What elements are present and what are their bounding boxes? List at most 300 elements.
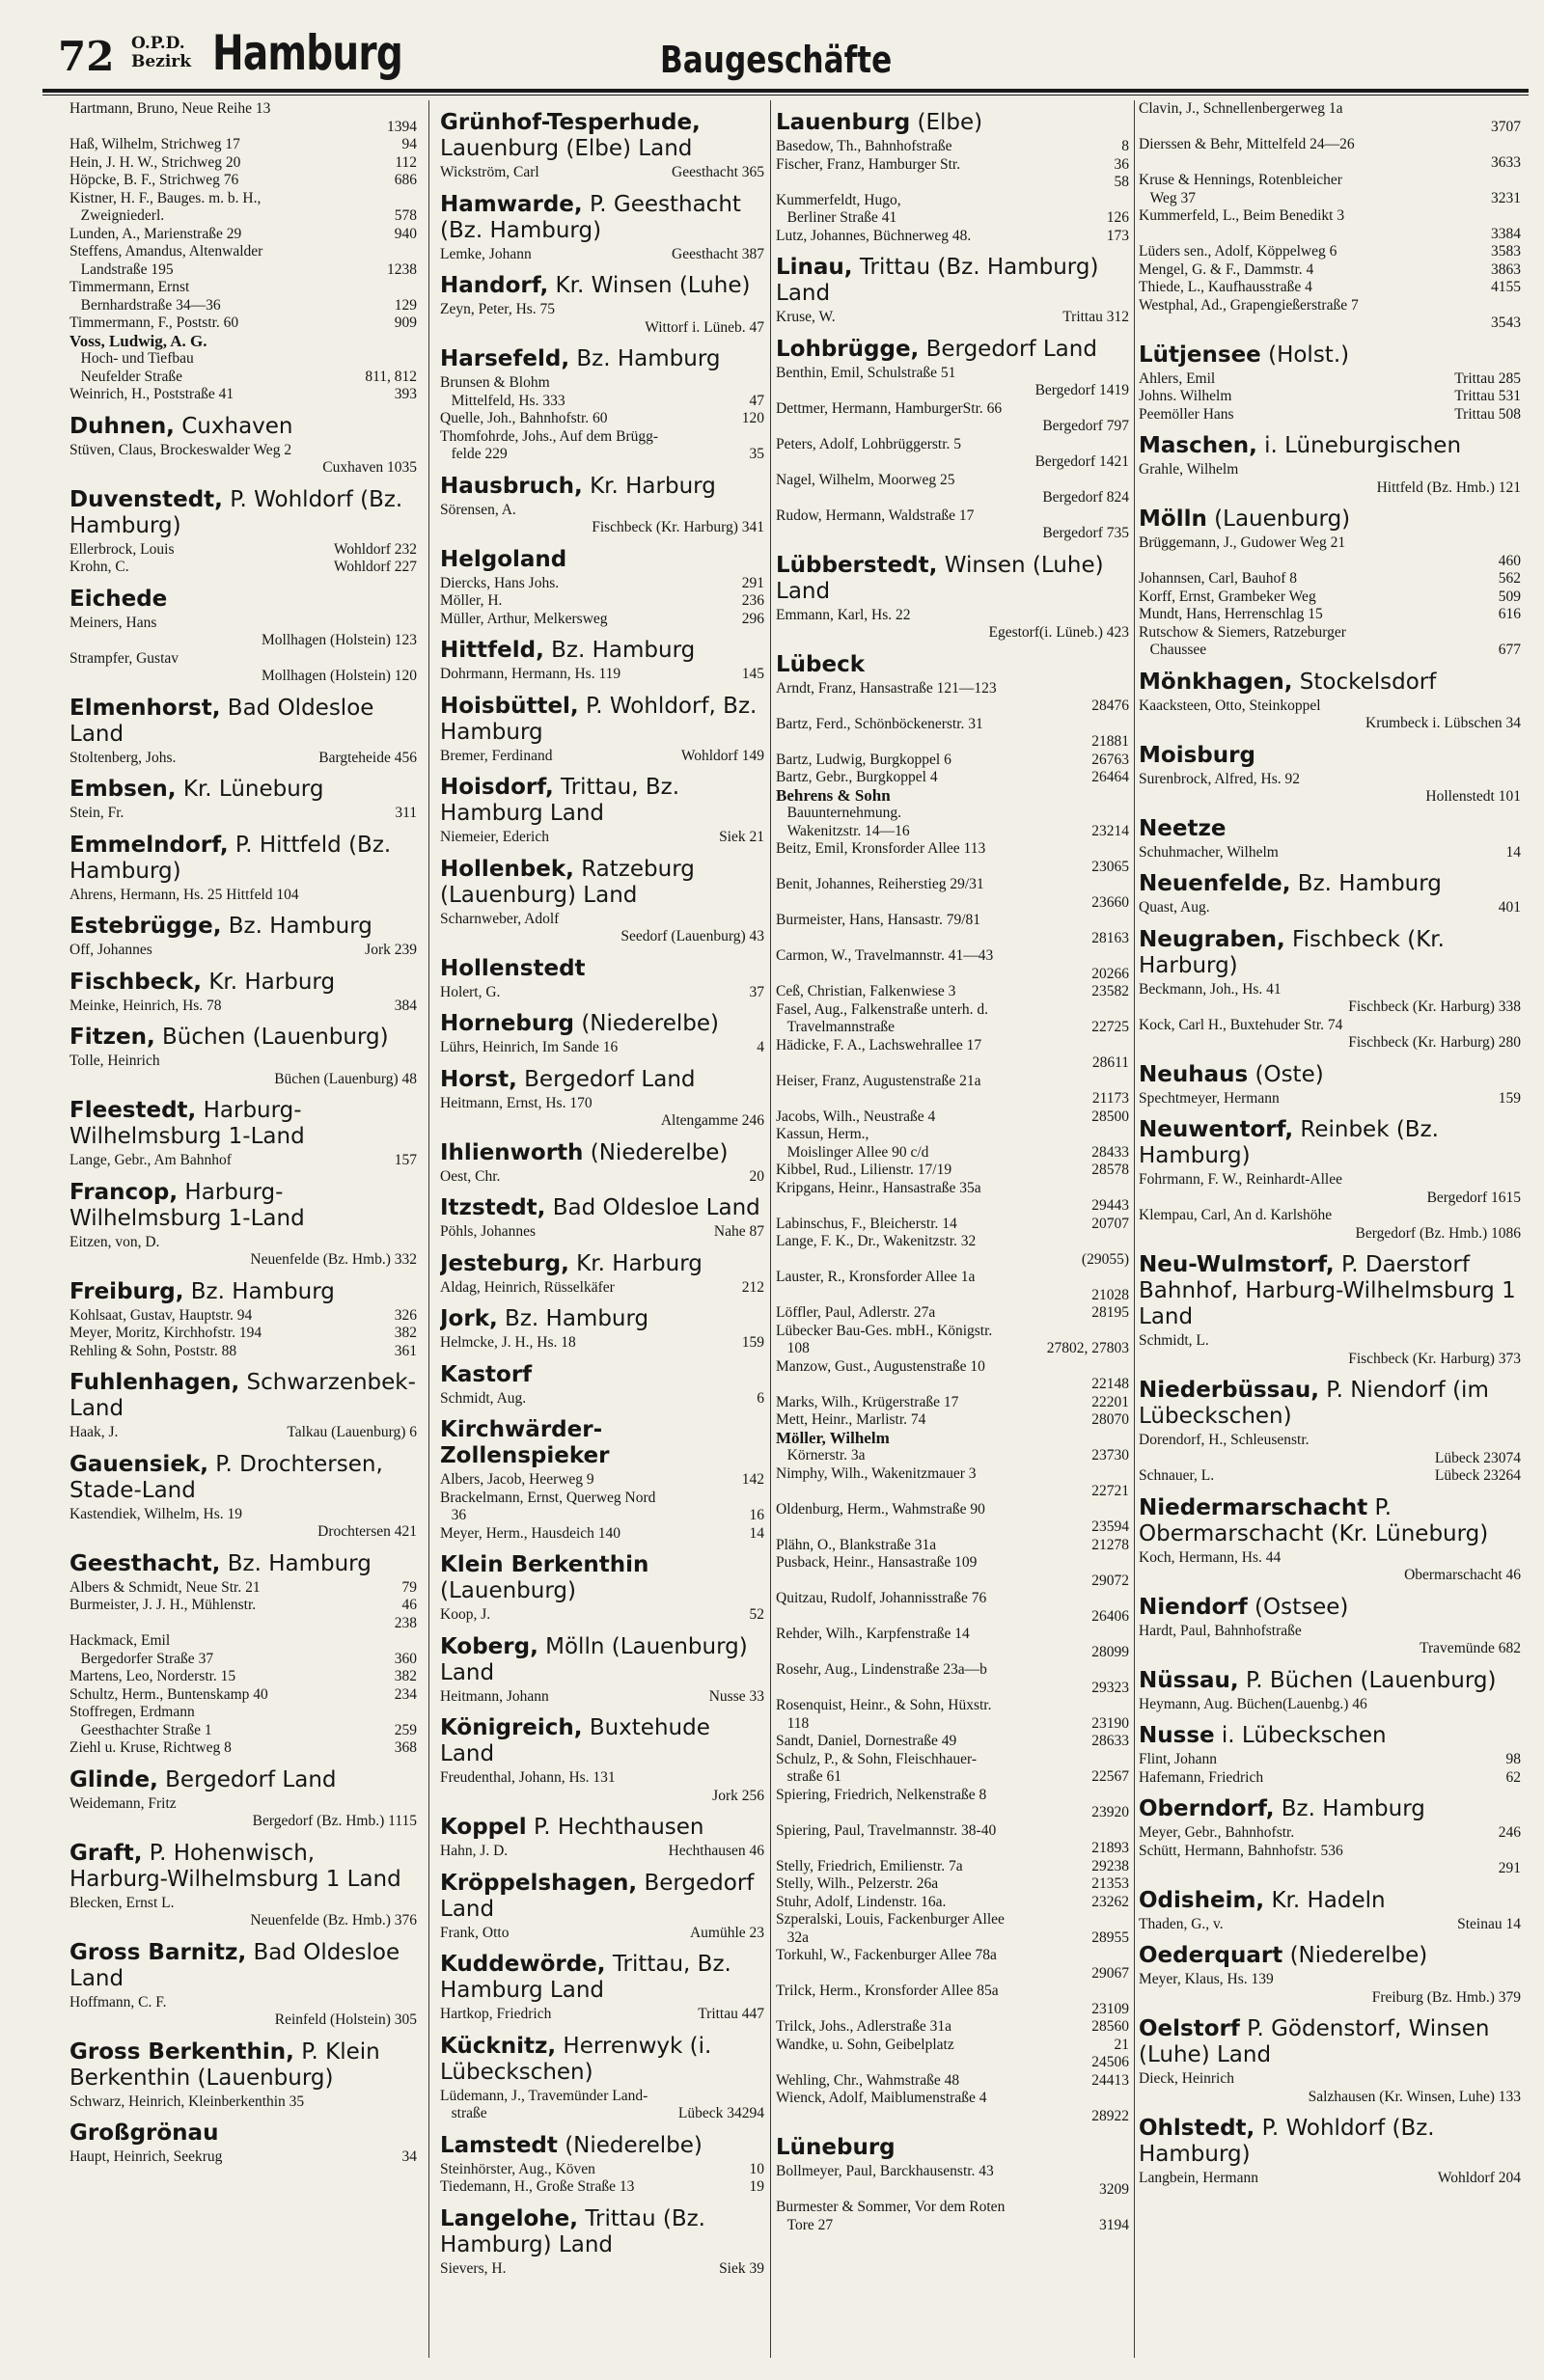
directory-entry xyxy=(776,930,1129,948)
entry-number: Siek 21 xyxy=(719,829,764,845)
entry-name: Hafemann, Friedrich xyxy=(1139,1768,1264,1786)
place-postal-area: (Lauenburg) xyxy=(1206,506,1351,532)
directory-entry xyxy=(776,1911,1129,1929)
entry-name: Schwarz, Heinrich, Kleinberkenthin 35 xyxy=(69,2093,305,2110)
directory-entry xyxy=(440,1223,764,1242)
entry-name: Spiering, Paul, Travelmannstr. 38-40 xyxy=(776,1821,997,1839)
directory-entry xyxy=(776,840,1129,859)
directory-entry xyxy=(776,1126,1129,1144)
place-postal-area: Bad Oldesloe Land xyxy=(69,1939,400,1991)
entry-number: 28633 xyxy=(1091,1733,1129,1749)
entry-name: Quitzau, Rudolf, Johannisstraße 76 xyxy=(776,1590,987,1606)
directory-entry xyxy=(1139,642,1521,660)
entry-number xyxy=(1515,698,1521,716)
place-postal-area: Mölln (Lauenburg) Land xyxy=(440,1633,748,1685)
entry-name: Schuhmacher, Wilhelm xyxy=(1139,843,1279,861)
entry-name: Hahn, J. D. xyxy=(440,1843,509,1859)
entry-number: 23660 xyxy=(1091,893,1129,911)
entry-name: 36 xyxy=(440,1507,467,1523)
place-heading xyxy=(69,1551,417,1577)
entry-name: Lüders sen., Adolf, Köppelweg 6 xyxy=(1139,243,1337,260)
place-name: Hoisdorf, xyxy=(440,775,554,800)
entry-name: Manzow, Gust., Augustenstraße 10 xyxy=(776,1357,985,1375)
directory-entry xyxy=(69,1704,417,1722)
entry-number xyxy=(1123,507,1129,526)
entry-number xyxy=(1515,1207,1521,1225)
entry-number xyxy=(411,615,417,633)
directory-entry xyxy=(1139,2170,1521,2188)
directory-entry xyxy=(776,1626,1129,1644)
entry-number: 20 xyxy=(749,1167,764,1185)
entry-name: Diercks, Hans Johs. xyxy=(440,574,560,591)
entry-number: 811, 812 xyxy=(365,368,417,385)
entry-name: Timmermann, F., Poststr. 60 xyxy=(69,315,239,331)
place-heading xyxy=(1139,1668,1521,1694)
directory-entry xyxy=(776,1090,1129,1108)
entry-number xyxy=(1123,1073,1129,1091)
entry-name: Carmon, W., Travelmannstr. 41—43 xyxy=(776,947,994,964)
entry-number: 20707 xyxy=(1091,1215,1129,1232)
entry-name: Lübecker Bau-Ges. mbH., Königstr. xyxy=(776,1322,993,1339)
entry-number xyxy=(1515,1549,1521,1568)
entry-name: Meiners, Hans xyxy=(69,614,157,631)
entry-number: 291 xyxy=(741,574,764,591)
directory-entry xyxy=(1139,570,1521,588)
directory-entry xyxy=(776,1787,1129,1805)
directory-entry xyxy=(1139,190,1521,208)
entry-name: Oldenburg, Herm., Wahmstraße 90 xyxy=(776,1500,985,1518)
entry-name: Wandke, u. Sohn, Geibelplatz xyxy=(776,2036,954,2053)
entry-name: Bartz, Ludwig, Burgkoppel 6 xyxy=(776,751,951,768)
place-name: Horst, xyxy=(440,1066,517,1092)
entry-name: Burmeister, J. J. H., Mühlenstr. xyxy=(69,1597,257,1613)
directory-entry xyxy=(776,174,1129,192)
place-name: Geesthacht, xyxy=(69,1550,221,1576)
place-postal-area: Bz. Hamburg xyxy=(497,1306,649,1331)
entry-number: 16 xyxy=(749,1507,764,1523)
entry-name: Lüdemann, J., Travemünder Land- xyxy=(440,2087,648,2104)
entry-number: Wohldorf 204 xyxy=(1437,2170,1521,2186)
entry-number xyxy=(1123,1501,1129,1519)
directory-entry xyxy=(440,2260,764,2279)
entry-number: Trittau 508 xyxy=(1454,405,1521,423)
entry-number: 311 xyxy=(395,805,417,821)
place-heading xyxy=(776,2135,1129,2161)
entry-name: Steinhörster, Aug., Köven xyxy=(440,2160,595,2177)
entry-name: Spechtmeyer, Hermann xyxy=(1139,1089,1280,1107)
directory-entry xyxy=(776,1822,1129,1841)
entry-number: 21173 xyxy=(1091,1090,1129,1107)
place-heading xyxy=(1139,1062,1521,1088)
place-postal-area: P. Hittfeld (Bz. Hamburg) xyxy=(69,832,392,884)
place-postal-area: Kr. Harburg xyxy=(568,1250,703,1276)
place-name: Lübberstedt, xyxy=(776,552,938,578)
directory-entry xyxy=(1139,1467,1521,1486)
entry-number: 62 xyxy=(1505,1768,1521,1786)
directory-entry xyxy=(776,2181,1129,2200)
directory-entry xyxy=(1139,1623,1521,1641)
place-name: Lauenburg xyxy=(776,110,911,135)
place-postal-area: Bz. Hamburg xyxy=(183,1278,335,1304)
place-postal-area: P. Wohldorf, Bz. Hamburg xyxy=(440,693,758,745)
place-name: Lüneburg xyxy=(776,2135,896,2160)
entry-name: Löffler, Paul, Adlerstr. 27a xyxy=(776,1304,936,1321)
entry-name: Körnerstr. 3a xyxy=(776,1447,866,1464)
place-name: Helgoland xyxy=(440,546,567,572)
place-heading xyxy=(440,1011,764,1037)
entry-name: Arndt, Franz, Hansastraße 121—123 xyxy=(776,679,997,697)
place-name: Moisburg xyxy=(1139,742,1255,768)
entry-name: Meyer, Gebr., Bahnhofstr. xyxy=(1139,1824,1295,1841)
entry-number xyxy=(411,1895,417,1913)
place-postal-area: Buxtehude Land xyxy=(440,1715,710,1766)
directory-entry xyxy=(440,575,764,593)
directory-entry xyxy=(69,805,417,823)
directory-entry xyxy=(69,207,417,226)
entry-name: Pusback, Heinr., Hansastraße 109 xyxy=(776,1554,978,1571)
entry-number: 28955 xyxy=(1091,1929,1129,1946)
entry-number xyxy=(1123,805,1129,823)
directory-entry xyxy=(440,2088,764,2106)
phone-exchange-line: Mollhagen (Holstein) 120 xyxy=(261,668,417,684)
directory-entry xyxy=(776,228,1129,246)
directory-entry xyxy=(69,1895,417,1913)
place-name: Lütjensee xyxy=(1139,342,1261,368)
place-name: Hollenstedt xyxy=(440,955,586,981)
entry-number: 28578 xyxy=(1091,1162,1129,1178)
directory-entry xyxy=(1139,1171,1521,1190)
directory-entry xyxy=(776,1304,1129,1323)
place-heading xyxy=(1139,1252,1521,1330)
entry-name: Stoffregen, Erdmann xyxy=(69,1704,195,1720)
entry-number: 126 xyxy=(1106,209,1129,226)
directory-entry xyxy=(69,386,417,404)
directory-entry xyxy=(776,1697,1129,1715)
directory-entry xyxy=(69,190,417,208)
entry-name: Pöhls, Johannes xyxy=(440,1223,537,1240)
directory-entry xyxy=(776,2090,1129,2108)
entry-number: Lübeck 23264 xyxy=(1434,1467,1521,1484)
place-heading xyxy=(1139,1117,1521,1169)
entry-number: 23594 xyxy=(1091,1518,1129,1535)
place-name: Ihlienworth xyxy=(440,1139,584,1165)
entry-name: Sandt, Daniel, Dornestraße 49 xyxy=(776,1733,957,1749)
entry-name: Kassun, Herm., xyxy=(776,1126,869,1142)
place-heading xyxy=(440,2133,764,2159)
directory-entry xyxy=(776,1216,1129,1234)
place-heading xyxy=(440,857,764,909)
directory-entry xyxy=(776,1108,1129,1127)
directory-entry xyxy=(69,1651,417,1669)
place-heading xyxy=(1139,1796,1521,1822)
directory-entry xyxy=(776,192,1129,210)
directory-entry xyxy=(440,2178,764,2197)
directory-entry xyxy=(69,1325,417,1343)
entry-number xyxy=(411,279,417,297)
place-heading xyxy=(776,337,1129,363)
place-name: Duvenstedt, xyxy=(69,486,223,512)
entry-number xyxy=(758,502,764,520)
place-name: Niendorf xyxy=(1139,1594,1248,1620)
entry-number xyxy=(1515,461,1521,479)
directory-entry xyxy=(776,2163,1129,2181)
entry-number: 29443 xyxy=(1091,1197,1129,1214)
entry-number xyxy=(1123,1590,1129,1608)
directory-entry xyxy=(776,1554,1129,1573)
entry-number: 686 xyxy=(394,172,417,188)
directory-entry xyxy=(440,1334,764,1353)
entry-name: Dohrmann, Hermann, Hs. 119 xyxy=(440,666,621,682)
phone-exchange-line: Hittfeld (Bz. Hmb.) 121 xyxy=(1376,479,1521,496)
place-postal-area: Kr. Hadeln xyxy=(1264,1887,1386,1913)
phone-exchange-line: Bergedorf 824 xyxy=(1042,489,1129,506)
place-name: Neu-Wulmstorf, xyxy=(1139,1252,1335,1277)
directory-entry xyxy=(776,365,1129,383)
entry-name: Spiering, Friedrich, Nelkenstraße 8 xyxy=(776,1786,987,1803)
entry-number xyxy=(1123,1001,1129,1020)
entry-number: 52 xyxy=(749,1606,764,1623)
entry-name: Westphal, Ad., Grapengießerstraße 7 xyxy=(1139,296,1359,314)
entry-number xyxy=(1123,1554,1129,1573)
place-postal-area: Kr. Harburg xyxy=(582,473,716,499)
place-name: Neuwentorf, xyxy=(1139,1117,1294,1142)
directory-entry xyxy=(69,154,417,173)
entry-name: Labinschus, F., Bleicherstr. 14 xyxy=(776,1215,957,1232)
entry-number: Trittau 447 xyxy=(698,2006,764,2022)
entry-number: 3863 xyxy=(1491,260,1521,278)
entry-number xyxy=(1515,771,1521,789)
entry-name: Ellerbrock, Louis xyxy=(69,540,175,558)
place-heading xyxy=(69,1370,417,1422)
entry-number: 10 xyxy=(749,2160,764,2177)
entry-name: Neufelder Straße xyxy=(69,368,183,385)
place-postal-area: (Holst.) xyxy=(1260,342,1350,368)
entry-number xyxy=(1123,1465,1129,1484)
directory-entry xyxy=(440,829,764,847)
entry-name: Freudenthal, Johann, Hs. 131 xyxy=(440,1769,616,1786)
place-heading xyxy=(69,414,417,440)
entry-number: 28922 xyxy=(1091,2107,1129,2124)
column-2 xyxy=(440,100,764,2366)
directory-entry xyxy=(1139,1432,1521,1450)
directory-entry xyxy=(776,138,1129,156)
entry-number xyxy=(411,100,417,119)
place-postal-area: Herrenwyk (i. Lübeckschen) xyxy=(440,2033,712,2085)
entry-number: 112 xyxy=(395,153,417,171)
entry-number: Geesthacht 365 xyxy=(672,164,764,180)
place-name: Fischbeck, xyxy=(69,969,203,995)
entry-name: Johns. Wilhelm xyxy=(1139,388,1232,404)
directory-entry xyxy=(1139,136,1521,154)
entry-name: Möller, H. xyxy=(440,592,503,609)
directory-entry xyxy=(776,1054,1129,1073)
entry-name: Rehling & Sohn, Poststr. 88 xyxy=(69,1342,237,1359)
entry-name: Schultz, Herm., Buntenskamp 40 xyxy=(69,1685,268,1703)
entry-name: Ahlers, Emil xyxy=(1139,369,1216,387)
place-name: Odisheim, xyxy=(1139,1887,1265,1913)
entry-name: Steffens, Amandus, Altenwalder xyxy=(69,243,263,260)
featured-entry xyxy=(776,787,1129,806)
entry-name: Stoltenberg, Johs. xyxy=(69,749,177,766)
entry-number xyxy=(1123,1983,1129,2001)
place-heading xyxy=(69,1940,417,1992)
directory-entry xyxy=(1139,1549,1521,1568)
entry-number: 34 xyxy=(401,2148,417,2165)
directory-entry xyxy=(69,615,417,633)
place-postal-area: P. Drochtersen, Stade-Land xyxy=(69,1451,383,1503)
entry-name: Weg 37 xyxy=(1139,189,1197,206)
place-name: Klein Berkenthin xyxy=(440,1552,649,1577)
entry-name: Albers & Schmidt, Neue Str. 21 xyxy=(69,1578,261,1596)
entry-name: Thaden, G., v. xyxy=(1139,1915,1224,1932)
entry-name: Plähn, O., Blankstraße 31a xyxy=(776,1536,937,1553)
entry-number xyxy=(758,301,764,319)
district-label xyxy=(131,35,191,71)
entry-name: Hädicke, F. A., Lachswehrallee 17 xyxy=(776,1036,982,1053)
place-heading xyxy=(1139,1495,1521,1547)
entry-name: Fischer, Franz, Hamburger Str. xyxy=(776,155,961,173)
entry-number xyxy=(1123,1661,1129,1680)
place-postal-area: Bz. Hamburg xyxy=(543,638,696,663)
entry-name: Sörensen, A. xyxy=(440,501,516,518)
place-heading xyxy=(1139,670,1521,696)
entry-name: Stelly, Friedrich, Emilienstr. 7a xyxy=(776,1857,963,1874)
place-name: Niederbüssau, xyxy=(1139,1378,1319,1403)
directory-entry xyxy=(1139,1843,1521,1861)
directory-entry xyxy=(1139,207,1521,226)
entry-number xyxy=(411,650,417,669)
entry-number xyxy=(1515,136,1521,154)
place-postal-area: Bz. Hamburg xyxy=(221,914,372,939)
entry-number: 940 xyxy=(394,225,417,242)
entry-name: Meinke, Heinrich, Hs. 78 xyxy=(69,997,222,1014)
directory-entry xyxy=(440,502,764,520)
place-heading xyxy=(69,833,417,885)
entry-name: Sievers, H. xyxy=(440,2259,507,2277)
place-heading xyxy=(440,1362,764,1388)
entry-name: Quelle, Joh., Bahnhofstr. 60 xyxy=(440,410,608,426)
entry-number: 21 xyxy=(1114,2036,1129,2053)
place-name: Embsen, xyxy=(69,777,177,802)
entry-number: 3384 xyxy=(1491,225,1521,242)
entry-number: 509 xyxy=(1498,588,1521,605)
place-postal-area: Bad Oldesloe Land xyxy=(545,1195,760,1220)
place-heading xyxy=(1139,433,1521,459)
place-name: Koppel xyxy=(440,1815,527,1840)
entry-number xyxy=(1123,912,1129,930)
entry-number xyxy=(1123,1126,1129,1144)
entry-name: Heymann, Aug. Büchen(Lauenbg.) 46 xyxy=(1139,1695,1367,1712)
page-number: 72 xyxy=(58,33,115,80)
directory-entry xyxy=(440,1390,764,1409)
place-name: Emmelndorf, xyxy=(69,832,229,858)
place-postal-area: Bz. Hamburg xyxy=(1290,871,1442,896)
phone-exchange-line: Wittorf i. Lüneb. 47 xyxy=(645,318,764,336)
directory-entry xyxy=(1139,844,1521,862)
place-heading xyxy=(1139,1888,1521,1914)
phone-exchange-line: Neuenfelde (Bz. Hmb.) 376 xyxy=(250,1912,417,1929)
directory-entry xyxy=(776,912,1129,930)
entry-name: Blecken, Ernst L. xyxy=(69,1894,175,1911)
entry-name: Flint, Johann xyxy=(1139,1751,1217,1767)
directory-entry xyxy=(776,2054,1129,2072)
entry-number xyxy=(411,887,417,905)
entry-number: 4155 xyxy=(1491,279,1521,295)
entry-name: Szperalski, Louis, Fackenburger Allee xyxy=(776,1911,1005,1928)
entry-number xyxy=(1123,1911,1129,1929)
entry-name: Emmann, Karl, Hs. 22 xyxy=(776,606,911,623)
entry-name: Hoffmann, C. F. xyxy=(69,1993,167,2011)
directory-entry xyxy=(69,1795,417,1814)
place-name: Hausbruch, xyxy=(440,473,583,499)
entry-name: Ahrens, Hermann, Hs. 25 Hittfeld 104 xyxy=(69,886,299,903)
place-name: Kuddewörde, xyxy=(440,1952,606,1977)
entry-name: Beckmann, Joh., Hs. 41 xyxy=(1139,980,1282,998)
entry-number: 23730 xyxy=(1091,1447,1129,1464)
entry-number: 246 xyxy=(1498,1824,1521,1841)
directory-entry xyxy=(776,1376,1129,1394)
entry-name: Fohrmann, F. W., Reinhardt-Allee xyxy=(1139,1171,1342,1188)
entry-name: Hartkop, Friedrich xyxy=(440,2006,552,2022)
entry-number: Jork 239 xyxy=(365,942,417,958)
entry-number: 368 xyxy=(394,1739,417,1756)
directory-entry xyxy=(776,1483,1129,1501)
directory-entry xyxy=(440,1279,764,1298)
directory-entry xyxy=(69,315,417,333)
place-heading xyxy=(440,1140,764,1166)
entry-number: 21353 xyxy=(1091,1875,1129,1892)
place-name: Fitzen, xyxy=(69,1025,155,1050)
phone-exchange-line: Bergedorf 1419 xyxy=(1034,382,1129,398)
directory-entry xyxy=(440,911,764,929)
place-heading xyxy=(440,1306,764,1332)
directory-entry xyxy=(776,680,1129,698)
directory-entry xyxy=(776,1447,1129,1465)
entry-name: Frank, Otto xyxy=(440,1924,510,1941)
place-heading xyxy=(440,775,764,827)
entry-name: Aldag, Heinrich, Rüsselkäfer xyxy=(440,1278,615,1296)
entry-name: Dorendorf, H., Schleusenstr. xyxy=(1139,1432,1310,1448)
directory-entry xyxy=(69,1053,417,1071)
directory-entry xyxy=(776,309,1129,327)
entry-name: Geesthachter Straße 1 xyxy=(69,1721,212,1738)
entry-number: 28163 xyxy=(1091,929,1129,946)
entry-name: Voss, Ludwig, A. G. xyxy=(69,331,207,350)
place-postal-area: (Niederelbe) xyxy=(1282,1943,1428,1968)
entry-name: Holert, G. xyxy=(440,983,501,1000)
entry-number: Siek 39 xyxy=(719,2259,764,2277)
place-name: Oelstorf xyxy=(1139,2016,1240,2041)
entry-name: Kaacksteen, Otto, Steinkoppel xyxy=(1139,697,1321,714)
place-name: Estebrügge, xyxy=(69,914,222,939)
directory-entry xyxy=(440,1925,764,1943)
directory-entry xyxy=(1139,1860,1521,1878)
place-name: Harsefeld, xyxy=(440,346,570,371)
directory-entry xyxy=(69,172,417,190)
directory-entry xyxy=(1139,279,1521,297)
entry-number xyxy=(758,911,764,929)
directory-entry xyxy=(440,1688,764,1707)
entry-number xyxy=(1123,1358,1129,1377)
entry-number xyxy=(1123,680,1129,698)
entry-number xyxy=(411,1506,417,1524)
entry-name: Heitmann, Ernst, Hs. 170 xyxy=(440,1094,593,1111)
entry-number: 28611 xyxy=(1091,1054,1129,1071)
phone-exchange-line: Seedorf (Lauenburg) 43 xyxy=(620,928,764,944)
place-postal-area: (Elbe) xyxy=(910,110,983,135)
directory-entry xyxy=(1139,1769,1521,1788)
directory-entry xyxy=(776,472,1129,490)
